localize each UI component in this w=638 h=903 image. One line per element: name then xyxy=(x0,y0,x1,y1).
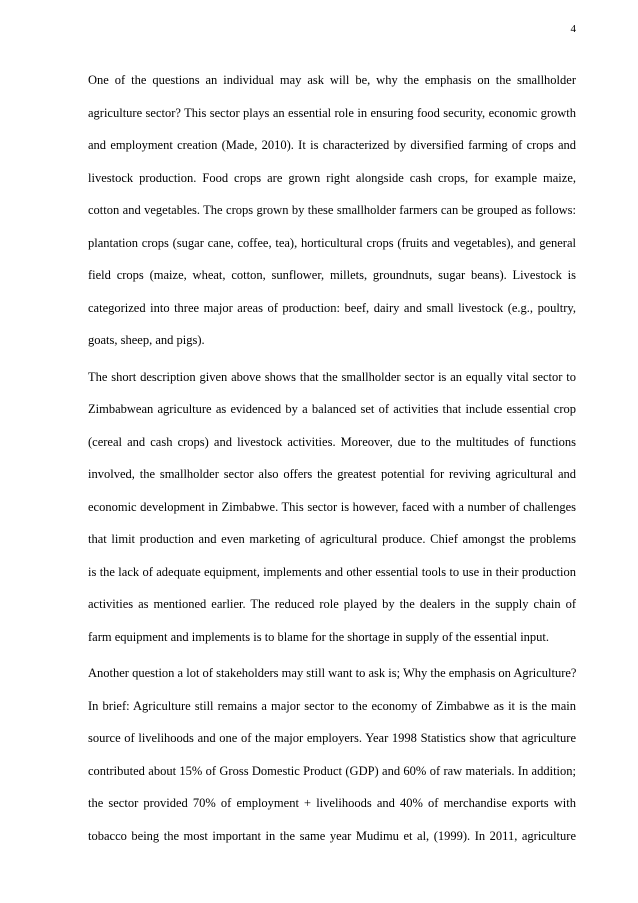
text-line: plantation crops (sugar cane, coffee, tea), horticultural crops (fruits and vegetables), and general xyxy=(88,235,576,250)
document-body xyxy=(88,64,576,852)
text-line: the sector provided 70% of employment + livelihoods and 40% of merchandise exports with xyxy=(88,796,576,810)
page-number: 4 xyxy=(570,23,576,35)
text-line: field crops (maize, wheat, cotton, sunflower, millets, groundnuts, sugar beans). Livestock is xyxy=(88,268,576,282)
text-line: farm equipment and implements is to blame for the shortage in supply of the essential input. xyxy=(88,629,550,644)
text-line: activities as mentioned earlier. The reduced role played by the dealers in the supply chain of xyxy=(88,597,576,611)
text-line: (cereal and cash crops) and livestock activities. Moreover, due to the multitudes of functions xyxy=(88,434,576,449)
text-line: Another question a lot of stakeholders may still want to ask is; Why the emphasis on Agriculture? xyxy=(88,666,577,680)
text-line: In brief: Agriculture still remains a major sector to the economy of Zimbabwe as it is the main xyxy=(88,698,576,713)
text-line: contributed about 15% of Gross Domestic Product (GDP) and 60% of raw materials. In addition; xyxy=(88,763,576,778)
paragraph-smallholder-emphasis xyxy=(88,64,576,357)
text-line: involved, the smallholder sector also offers the greatest potential for reviving agricultural and xyxy=(88,467,576,481)
text-line: economic development in Zimbabwe. This sector is however, faced with a number of challenges xyxy=(88,499,576,514)
text-line: and employment creation (Made, 2010). It is characterized by diversified farming of crops and xyxy=(88,138,576,152)
text-line: source of livelihoods and one of the major employers. Year 1998 Statistics show that agriculture xyxy=(88,731,576,745)
paragraph-sector-challenges xyxy=(88,361,576,654)
text-line: tobacco being the most important in the same year Mudimu et al, (1999). In 2011, agriculture xyxy=(88,828,576,843)
text-line: livestock production. Food crops are grown right alongside cash crops, for example maize, xyxy=(88,170,576,185)
text-line: goats, sheep, and pigs). xyxy=(88,333,205,347)
text-line: The short description given above shows that the smallholder sector is an equally vital sector to xyxy=(88,369,576,384)
text-line: agriculture sector? This sector plays an essential role in ensuring food security, economic growth xyxy=(88,105,576,120)
text-line: One of the questions an individual may ask will be, why the emphasis on the smallholder xyxy=(88,73,576,87)
paragraph-agriculture-emphasis xyxy=(88,657,576,852)
text-line: cotton and vegetables. The crops grown by these smallholder farmers can be grouped as follows: xyxy=(88,203,576,217)
text-line: Zimbabwean agriculture as evidenced by a balanced set of activities that include essential crop xyxy=(88,402,576,416)
text-line: categorized into three major areas of production: beef, dairy and small livestock (e.g., poultry, xyxy=(88,300,576,315)
text-line: that limit production and even marketing of agricultural produce. Chief amongst the problems xyxy=(88,532,576,546)
text-line: is the lack of adequate equipment, implements and other essential tools to use in their production xyxy=(88,564,576,579)
